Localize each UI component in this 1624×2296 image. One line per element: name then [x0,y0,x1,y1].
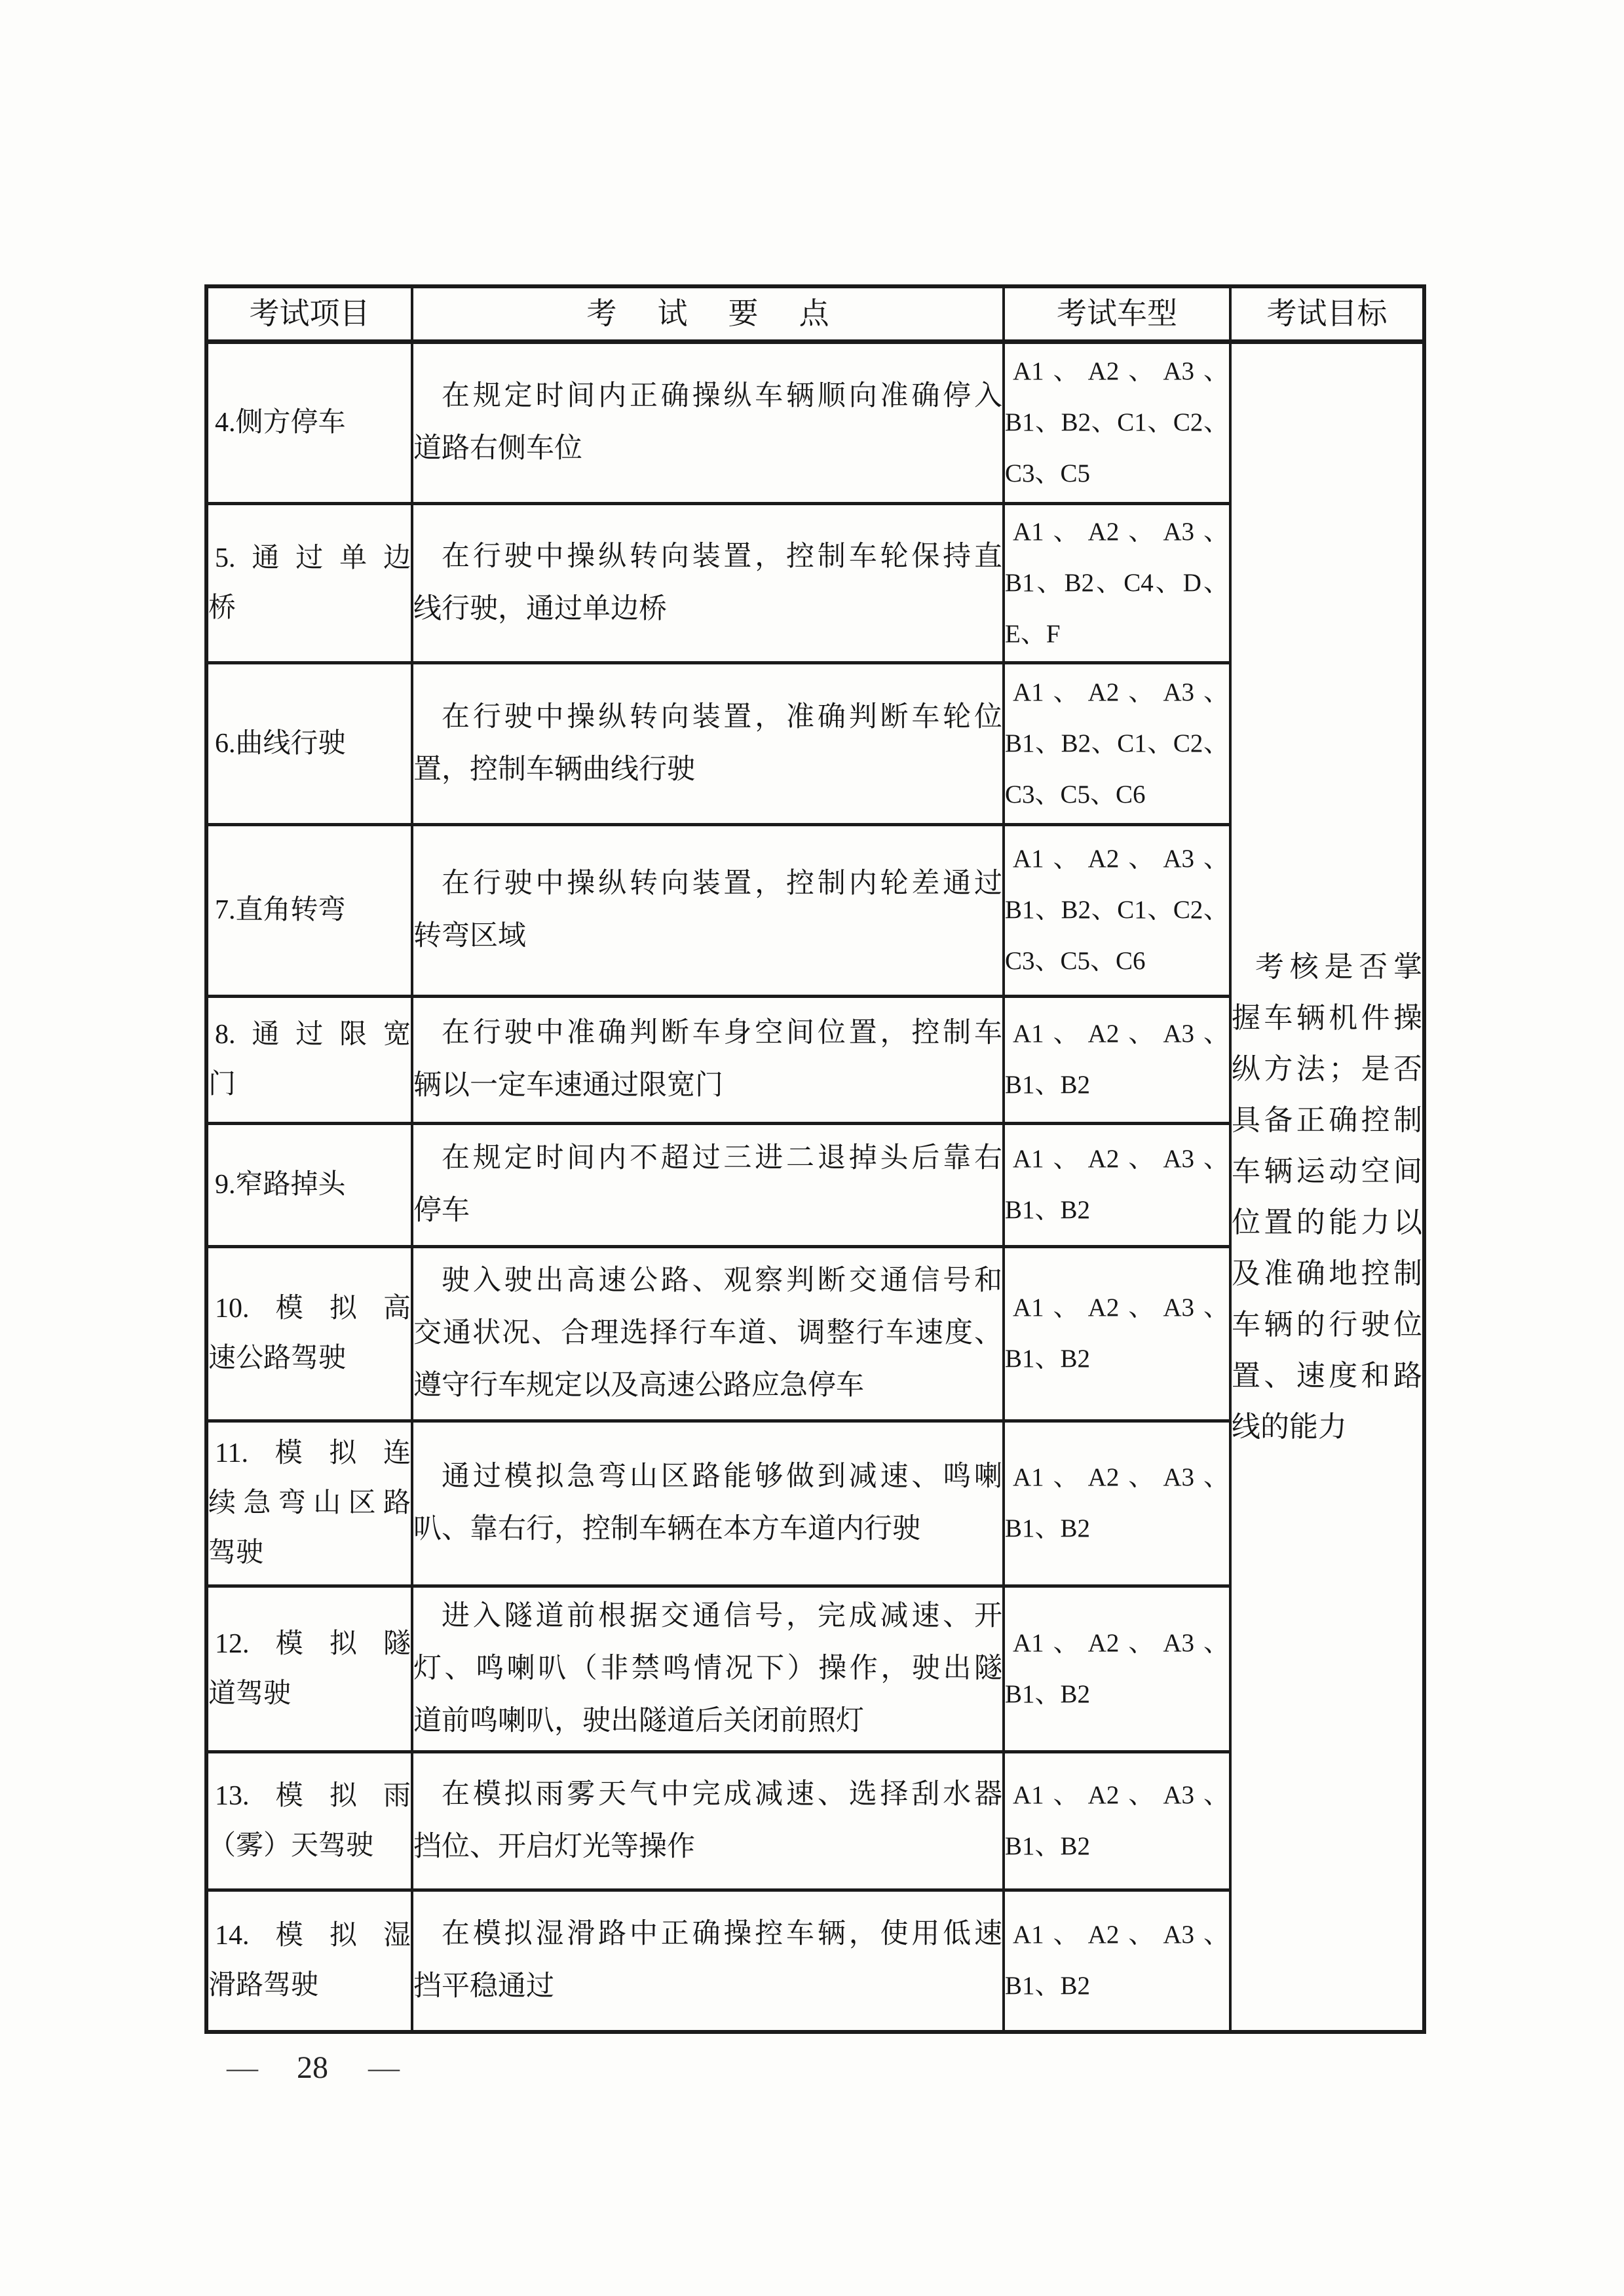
text-line: 道驾驶 [208,1678,292,1709]
text-line: 11.模拟连 [215,1438,411,1468]
text-line: 8.通过限宽 [215,1020,411,1050]
page-footer [227,2048,398,2088]
exam-points-cell [412,341,1004,503]
text-line: 位置的能力以 [1232,1206,1422,1239]
exam-points-cell [412,503,1004,662]
text-line: C3、C5 [1005,459,1091,488]
text-line: 在规定时间内正确操纵车辆顺向准确停入 [442,381,1002,411]
text-line: C3、C5、C6 [1005,947,1146,975]
text-line: 驶入驶出高速公路、观察判断交通信号和 [442,1265,1002,1296]
text-line: 叭、靠右行，控制车辆在本方车道内行驶 [413,1514,920,1544]
text-line: 通过模拟急弯山区路能够做到减速、鸣喇 [442,1461,1002,1492]
exam-item-cell [206,662,412,824]
text-line: 道路右侧车位 [413,433,582,464]
text-line: 转弯区域 [413,921,526,951]
text-line: A1、A2、A3、 [1013,1921,1229,1949]
vehicle-types-cell [1004,1246,1230,1421]
text-line: A1、A2、A3、 [1013,1020,1229,1048]
header-exam-points-label: 考试要点 [586,296,870,330]
text-line: 4.侧方停车 [215,408,346,438]
text-line: A1、A2、A3、 [1013,1463,1229,1491]
table-row [206,341,1424,503]
text-line: 速公路驾驶 [208,1343,347,1373]
exam-points-cell [412,1586,1004,1751]
page-number-dash: — [368,2050,398,2085]
vehicle-types-cell [1004,1123,1230,1246]
text-line: 交通状况、合理选择行车道、调整行车速度、 [413,1318,1002,1349]
vehicle-types-cell [1004,1890,1230,2032]
text-line: 在规定时间内不超过三进二退掉头后靠右 [442,1143,1002,1174]
text-line: A1、A2、A3、 [1013,1145,1229,1173]
text-line: B1、B2、C1、C2、 [1005,729,1229,757]
header-vehicle-types [1004,286,1230,341]
text-line: 在行驶中操纵转向装置，控制车轮保持直 [442,541,1002,572]
exam-points-cell [412,1890,1004,2032]
exam-item-cell [206,1586,412,1751]
vehicle-types-cell [1004,996,1230,1123]
text-line: B1、B2 [1005,1345,1091,1373]
header-exam-objective-label: 考试目标 [1266,296,1388,330]
text-line: A1、A2、A3、 [1013,1628,1229,1657]
text-line: （雾）天驾驶 [208,1830,374,1861]
text-line: 滑路驾驶 [208,1970,319,2001]
text-line: B1、B2、C1、C2、 [1005,896,1229,924]
text-line: 挡平稳通过 [413,1971,554,2002]
vehicle-types-cell [1004,503,1230,662]
text-line: B1、B2 [1005,1972,1091,2000]
exam-item-cell [206,1421,412,1586]
text-line: 遵守行车规定以及高速公路应急停车 [413,1370,864,1401]
exam-item-cell [206,341,412,503]
text-line: 置、速度和路 [1232,1360,1422,1392]
exam-item-cell [206,1890,412,2032]
text-line: A1、A2、A3、 [1013,517,1229,546]
header-exam-item-label: 考试项目 [249,296,370,330]
text-line: 10.模拟高 [215,1293,411,1324]
text-line: 12.模拟隧 [215,1628,411,1659]
text-line: B1、B2 [1005,1514,1091,1542]
text-line: 灯、鸣喇叭（非禁鸣情况下）操作，驶出隧 [413,1653,1002,1684]
exam-points-cell [412,1421,1004,1586]
text-line: A1、A2、A3、 [1013,1780,1229,1809]
exam-objective-text [1232,942,1422,1453]
text-line: 9.窄路掉头 [215,1170,346,1200]
text-line: 及准确地控制 [1232,1257,1422,1290]
exam-item-cell [206,1123,412,1246]
vehicle-types-cell [1004,1586,1230,1751]
text-line: E、F [1005,619,1061,648]
text-line: B1、B2 [1005,1679,1091,1708]
exam-points-cell [412,1123,1004,1246]
vehicle-types-cell [1004,1751,1230,1890]
text-line: 挡位、开启灯光等操作 [413,1831,695,1862]
text-line: 握车辆机件操 [1232,1002,1422,1035]
exam-items-table [204,284,1426,2034]
text-line: 置，控制车辆曲线行驶 [413,754,695,785]
text-line: A1、A2、A3、 [1013,357,1229,385]
text-line: 驾驶 [208,1538,264,1568]
text-line: 7.直角转弯 [215,895,346,925]
header-exam-objective [1230,286,1424,341]
text-line: 在模拟湿滑路中正确操控车辆，使用低速 [442,1919,1002,1950]
exam-points-cell [412,1246,1004,1421]
exam-points-cell [412,824,1004,996]
text-line: 线行驶，通过单边桥 [413,593,667,624]
text-line: 停车 [413,1195,470,1226]
text-line: 进入隧道前根据交通信号，完成减速、开 [442,1600,1002,1632]
text-line: 在模拟雨雾天气中完成减速、选择刮水器 [442,1778,1002,1810]
text-line: 桥 [208,592,236,623]
header-exam-item [206,286,412,341]
text-line: 车辆的行驶位 [1232,1309,1422,1341]
exam-item-cell [206,503,412,662]
vehicle-types-cell [1004,824,1230,996]
table-header-row [206,286,1424,341]
exam-item-cell [206,824,412,996]
header-exam-points [412,286,1004,341]
text-line: B1、B2、C1、C2、 [1005,408,1229,436]
text-line: A1、A2、A3、 [1013,845,1229,873]
text-line: 考核是否掌 [1255,951,1422,984]
text-line: B1、B2、C4、D、 [1005,568,1229,597]
text-line: 在行驶中操纵转向装置，控制内轮差通过 [442,868,1002,899]
exam-points-cell [412,996,1004,1123]
page-number: 28 [297,2050,328,2085]
text-line: A1、A2、A3、 [1013,678,1229,706]
text-line: 门 [208,1069,236,1100]
exam-points-cell [412,662,1004,824]
exam-item-cell [206,1246,412,1421]
text-line: 线的能力 [1232,1411,1347,1444]
text-line: 5.通过单边 [215,543,411,573]
text-line: 辆以一定车速通过限宽门 [413,1070,723,1101]
text-line: 纵方法；是否 [1232,1053,1422,1086]
exam-objective-cell [1230,341,1424,2032]
text-line: B1、B2 [1005,1196,1091,1224]
text-line: B1、B2 [1005,1071,1091,1099]
vehicle-types-cell [1004,1421,1230,1586]
text-line: 6.曲线行驶 [215,728,346,759]
text-line: 道前鸣喇叭，驶出隧道后关闭前照灯 [413,1705,864,1736]
exam-item-cell [206,1751,412,1890]
text-line: A1、A2、A3、 [1013,1293,1229,1322]
text-line: B1、B2 [1005,1831,1091,1860]
text-line: 在行驶中操纵转向装置，准确判断车轮位 [442,701,1002,733]
header-vehicle-types-label: 考试车型 [1057,296,1177,330]
text-line: 车辆运动空间 [1232,1155,1422,1188]
page-number-dash: — [227,2050,257,2085]
vehicle-types-cell [1004,662,1230,824]
exam-item-cell [206,996,412,1123]
text-line: C3、C5、C6 [1005,780,1146,809]
text-line: 在行驶中准确判断车身空间位置，控制车 [442,1018,1002,1048]
exam-points-cell [412,1751,1004,1890]
text-line: 续急弯山区路 [208,1488,411,1518]
vehicle-types-cell [1004,341,1230,503]
text-line: 13.模拟雨 [215,1780,411,1811]
text-line: 具备正确控制 [1232,1104,1422,1137]
text-line: 14.模拟湿 [215,1921,411,1951]
